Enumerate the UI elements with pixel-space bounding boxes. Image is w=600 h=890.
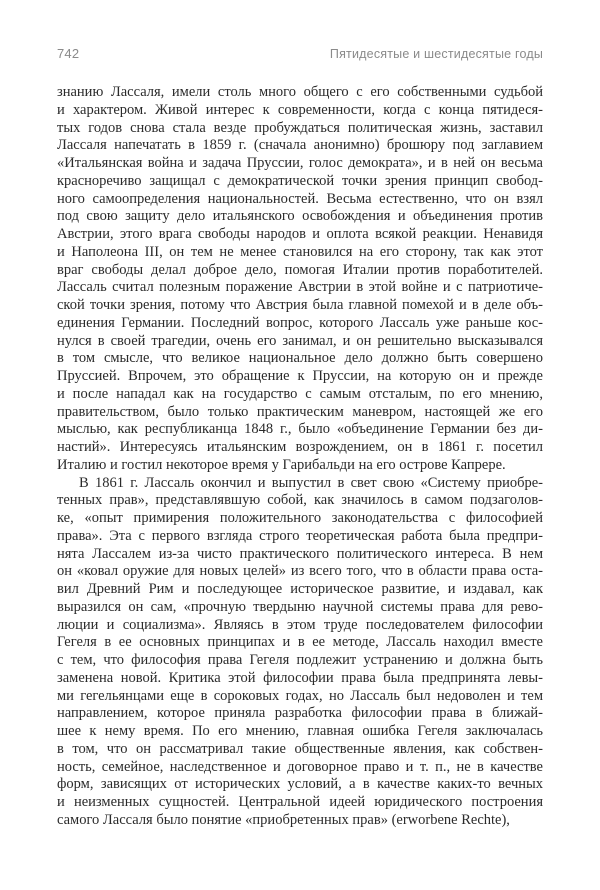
text-line: ке, «опыт примирения положительного законодательства с философией (57, 510, 543, 526)
text-line: «Итальянская война и задача Пруссии, голос демократа», и в ней он весьма (57, 155, 543, 171)
text-line: в том смысле, что великое национальное дело должно быть совершено (57, 350, 543, 367)
running-title: Пятидесятые и шестидесятые годы (329, 47, 543, 61)
text-line: враг свободы делал доброе дело, помогая Италии против поработителей. (57, 261, 543, 278)
text-line: шее к нему время. По его мнению, главная ошибка Гегеля заключалась (57, 723, 543, 739)
text-line: и после нападал как на государство с самым отсталым, по его мнению, (57, 385, 543, 402)
text-line: правительством, было только практическим маневром, настоящей же его (57, 403, 543, 420)
text-line: тенных прав», представлявшую собой, как значилось в самом подзаголов- (57, 492, 543, 509)
text-line: нулся в своей трагедии, очень его занимал, и он решительно высказывался (57, 332, 543, 349)
text-line: ской точки зрения, потому что Австрия была главной помехой и в деле объ- (57, 297, 543, 313)
text-line: ми гегельянцами еще в сороковых годах, но Лассаль был недоволен и тем (57, 687, 543, 704)
text-line: Италию и гостил некоторое время у Гарибальди на его острове Капрере. (57, 456, 506, 473)
text-line: в том, что он рассматривал такие общественные явления, как собствен- (57, 740, 543, 757)
text-line: ность, семейное, наследственное и договорное право и т. п., не в качестве (57, 758, 543, 775)
text-line: В 1861 г. Лассаль окончил и выпустил в свет свою «Систему приобре- (79, 474, 543, 491)
text-line: форм, зависящих от исторических условий, а в качестве каких-то вечных (57, 776, 543, 793)
text-line: права». Эта с первого взгляда строго теоретическая работа была предпри- (57, 527, 543, 544)
text-line: Гегеля в ее основных принципах и в ее методе, Лассаль находил вместе (57, 634, 543, 651)
page-number: 742 (57, 46, 80, 61)
text-line: красноречиво защищал с демократической точки зрения принцип свобод- (57, 172, 543, 189)
text-line: единения Германии. Последний вопрос, которого Лассаль уже раньше кос- (57, 314, 543, 331)
page-header (57, 46, 543, 61)
text-line: вил Древний Рим и последующее историческое развитие, и издавал, как (57, 581, 543, 597)
text-line: выразился он сам, «прочную твердыню научной системы права для рево- (57, 598, 543, 615)
text-line: люции и социализма». Являясь в этом труде последователем философии (57, 616, 543, 633)
text-line: настий». Интересуясь итальянским возрождением, он в 1861 г. посетил (57, 439, 543, 455)
text-line: заменена новой. Критика этой философии права была предпринята левы- (57, 669, 543, 686)
page-body-text (57, 84, 543, 830)
text-line: и Наполеона III, он тем не менее становился на его сторону, так как этот (57, 243, 543, 260)
text-line: и характером. Живой интерес к современности, когда с конца пятидеся- (57, 101, 543, 118)
text-line: мыслью, как республиканца 1848 г., было «объединение Германии без ди- (57, 421, 543, 438)
text-line: Пруссией. Впрочем, это обращение к Пруссии, на которую он и прежде (57, 368, 543, 384)
text-line: и неизменных сущностей. Центральной идеей юридического построения (57, 794, 543, 810)
text-line: Австрии, этого врага свободы народов и оплота всякой реакции. Ненавидя (57, 226, 543, 242)
text-line: ного самоопределения национальностей. Весьма естественно, что он взял (57, 190, 543, 207)
text-line: под свою защиту дело итальянского освобождения и объединения против (57, 208, 543, 225)
text-line: направлением, которое приняла разработка философии права в ближай- (57, 705, 543, 722)
text-line: Лассаль считал полезным поражение Австрии в этой войне и с патриотиче- (57, 279, 543, 296)
text-line: с тем, что философия права Гегеля подлежит устранению и должна быть (57, 652, 543, 668)
text-line: знанию Лассаля, имели столь много общего с его собственными судьбой (57, 84, 543, 100)
text-line: самого Лассаля было понятие «приобретенных прав» (erworbene Rechte), (57, 811, 510, 828)
text-line: Лассаля напечатать в 1859 г. (сначала анонимно) брошюру под заглавием (57, 137, 543, 154)
text-line: тых годов снова стала везде пробуждаться политическая жизнь, заставил (57, 119, 543, 136)
text-line: он «ковал оружие для новых целей» из всего того, что в области права оста- (57, 563, 543, 580)
text-line: нята Лассалем из-за чисто практического политического интереса. В нем (57, 545, 543, 562)
